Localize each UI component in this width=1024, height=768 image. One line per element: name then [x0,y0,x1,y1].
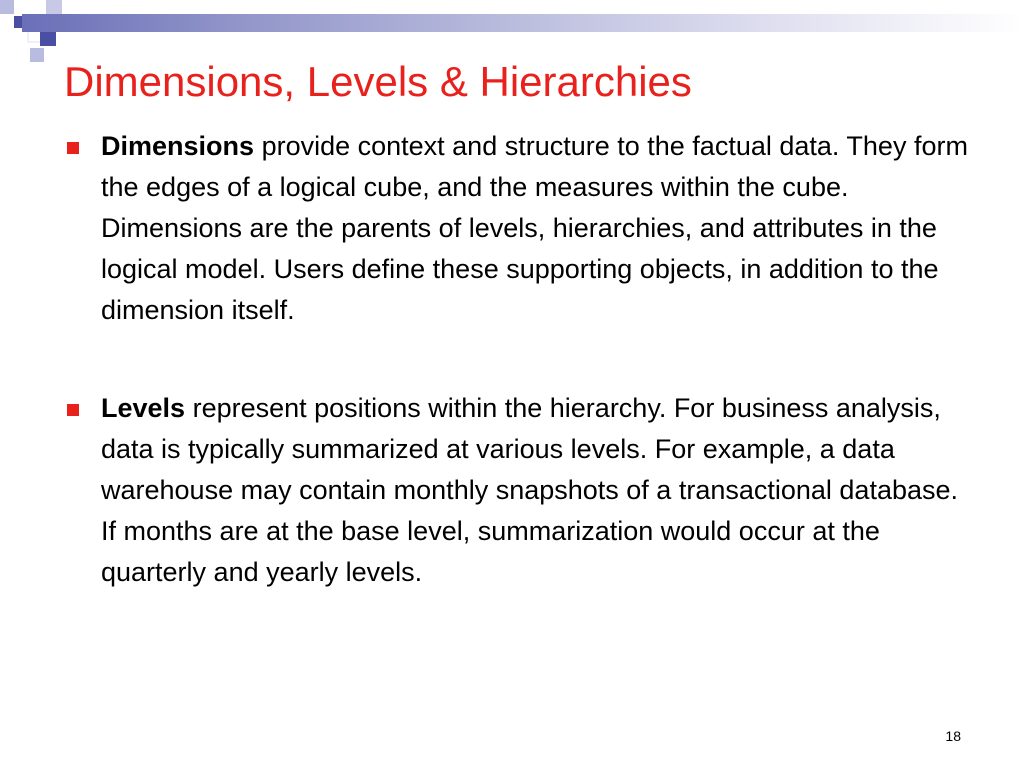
bullet-text: provide context and structure to the factual data. They form the edges of a logical cube, and the measures within the cube. Dimensions are the parents of levels, hierarchies, and attributes in the logical model. Users define these supporting objects, in addition to the dimension itself. [101,131,968,325]
bullet-list [60,126,980,593]
bullet-term: Levels [101,393,186,423]
square-bullet-icon [67,404,79,416]
top-gradient-band [22,14,1024,32]
decor-square [40,30,56,46]
slide-title: Dimensions, Levels & Hierarchies [64,58,692,105]
decor-square [0,0,14,14]
decor-square [30,48,44,62]
page-number: 18 [945,728,961,744]
bullet-term: Dimensions [101,131,255,161]
bullet-text: represent positions within the hierarchy. For business analysis, data is typically summarized at various levels. For example, a data warehouse may contain monthly snapshots of a transactional database. If months are at the base level, summarization would occur at the quarterly and yearly levels. [101,393,959,587]
square-bullet-icon [67,142,79,154]
bullet-levels [60,388,980,593]
bullet-dimensions [60,126,980,331]
